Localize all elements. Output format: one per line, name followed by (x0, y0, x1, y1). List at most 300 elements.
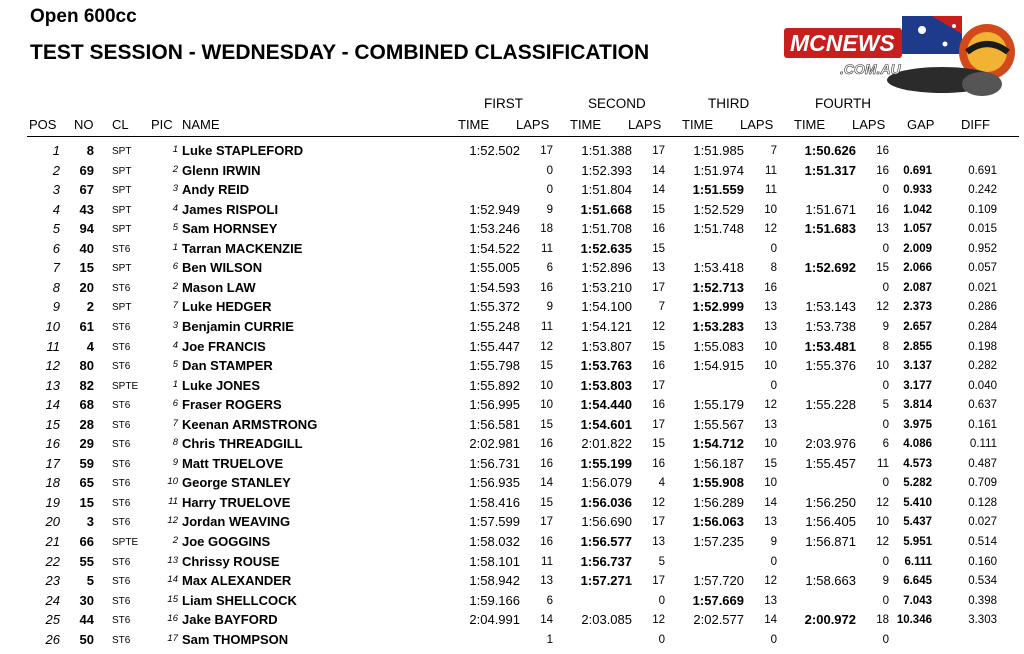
cell-t4: 1:55.228 (805, 397, 856, 413)
cell-no: 65 (79, 475, 94, 491)
cell-pos: 22 (45, 553, 60, 569)
cell-l4: 16 (876, 164, 889, 177)
cell-pic: 6 (172, 398, 178, 410)
cell-l3: 13 (764, 320, 777, 333)
cell-l1: 16 (540, 281, 553, 294)
table-row (0, 415, 1024, 435)
cell-l4: 0 (882, 184, 889, 197)
cell-pic: 4 (172, 202, 178, 214)
cell-gap: 0.933 (903, 184, 932, 197)
cell-gap: 3.177 (903, 379, 932, 392)
cell-no: 15 (79, 260, 94, 276)
cell-no: 66 (79, 534, 94, 549)
cell-t3: 1:56.289 (693, 494, 744, 510)
cell-diff: 0.198 (968, 340, 997, 353)
cell-t1: 1:52.502 (469, 143, 520, 158)
cell-l1: 14 (540, 614, 553, 627)
cell-t2: 1:53.803 (580, 377, 632, 393)
cell-t1: 1:59.166 (469, 592, 520, 608)
cell-pic: 6 (172, 261, 178, 273)
cell-l2: 17 (652, 281, 665, 294)
cell-diff: 3.303 (968, 614, 997, 627)
cell-t1: 1:56.731 (469, 455, 520, 471)
cell-l1: 18 (540, 223, 553, 236)
cell-l3: 13 (764, 418, 777, 431)
cell-name: Jake BAYFORD (182, 612, 278, 628)
col-gap: GAP (907, 117, 935, 132)
cell-cl: SPT (112, 263, 132, 275)
cell-name: Joe FRANCIS (182, 338, 266, 354)
cell-cl: ST6 (112, 497, 131, 509)
col-time-2: TIME (570, 117, 602, 132)
cell-cl: ST6 (112, 400, 131, 412)
cell-t4: 1:58.663 (805, 573, 856, 589)
cell-l3: 10 (764, 477, 777, 490)
table-row (0, 395, 1024, 415)
logo-subtext: .COM.AU (840, 61, 901, 77)
cell-pic: 14 (167, 574, 178, 586)
cell-pic: 8 (172, 437, 178, 449)
cell-pos: 16 (45, 436, 60, 452)
table-row (0, 180, 1024, 200)
cell-l4: 0 (882, 633, 889, 646)
cell-t1: 2:04.991 (469, 612, 520, 628)
cell-diff: 0.160 (968, 555, 997, 568)
cell-l1: 16 (540, 536, 553, 548)
cell-t4: 1:56.871 (805, 534, 856, 549)
cell-pic: 5 (172, 222, 178, 234)
header-divider (27, 136, 1019, 137)
cell-l1: 15 (540, 418, 553, 431)
cell-t1: 1:55.248 (469, 318, 520, 334)
cell-no: 44 (79, 612, 94, 628)
cell-l3: 13 (764, 516, 777, 529)
cell-no: 15 (79, 494, 94, 510)
cell-pos: 2 (52, 162, 60, 178)
cell-gap: 4.086 (903, 438, 932, 451)
cell-no: 30 (79, 592, 94, 608)
cell-l4: 8 (882, 340, 889, 353)
cell-t4: 1:51.317 (804, 162, 856, 178)
cell-cl: ST6 (112, 361, 131, 373)
cell-l3: 0 (770, 555, 777, 568)
cell-no: 8 (86, 143, 94, 158)
cell-l3: 12 (764, 223, 777, 236)
cell-pos: 6 (52, 240, 60, 256)
cell-pos: 8 (52, 279, 60, 295)
cell-name: Dan STAMPER (182, 358, 273, 374)
cell-cl: ST6 (112, 634, 131, 646)
cell-pic: 1 (172, 241, 178, 253)
cell-l1: 1 (546, 633, 553, 646)
cell-t2: 2:03.085 (581, 612, 632, 628)
cell-pos: 9 (52, 299, 60, 315)
cell-t2: 1:53.210 (581, 279, 632, 295)
cell-l2: 14 (652, 184, 665, 197)
cell-no: 5 (86, 573, 94, 589)
cell-pos: 10 (45, 318, 60, 334)
cell-l2: 16 (652, 399, 665, 412)
cell-l3: 13 (764, 594, 777, 607)
cell-t4: 1:53.481 (804, 338, 856, 354)
cell-l2: 16 (652, 457, 665, 470)
cell-t2: 1:51.388 (581, 143, 632, 158)
cell-l1: 0 (546, 184, 553, 197)
table-row (0, 239, 1024, 259)
cell-t1: 1:56.995 (469, 397, 520, 413)
cell-diff: 0.027 (968, 516, 997, 529)
cell-no: 68 (79, 397, 94, 413)
cell-l2: 16 (652, 360, 665, 373)
cell-l1: 0 (546, 164, 553, 177)
table-row (0, 610, 1024, 630)
cell-name: Luke HEDGER (182, 299, 272, 315)
cell-gap: 2.066 (903, 262, 932, 275)
cell-l4: 0 (882, 594, 889, 607)
table-row (0, 552, 1024, 572)
cell-l2: 15 (652, 242, 665, 255)
cell-no: 50 (79, 631, 94, 647)
cell-pic: 2 (172, 535, 178, 546)
cell-l2: 16 (652, 223, 665, 236)
cell-name: Max ALEXANDER (182, 573, 292, 589)
cell-gap: 3.137 (903, 360, 932, 373)
cell-l3: 10 (764, 203, 777, 216)
table-row (0, 434, 1024, 454)
cell-l3: 16 (764, 281, 777, 294)
cell-name: Glenn IRWIN (182, 162, 261, 178)
cell-no: 3 (86, 514, 94, 530)
cell-pic: 4 (172, 339, 178, 351)
cell-diff: 0.952 (968, 242, 997, 255)
cell-l4: 13 (876, 223, 889, 236)
cell-pic: 15 (167, 593, 178, 605)
cell-t4: 1:53.143 (805, 299, 856, 315)
cell-t3: 1:51.559 (692, 182, 744, 198)
cell-l2: 7 (658, 301, 665, 314)
cell-l2: 15 (652, 203, 665, 216)
cell-l1: 11 (541, 555, 553, 568)
cell-t2: 1:55.199 (580, 455, 632, 471)
cell-cl: SPTE (112, 537, 139, 548)
cell-cl: SPTE (112, 380, 139, 392)
cell-diff: 0.111 (969, 438, 997, 451)
cell-l1: 6 (546, 262, 553, 275)
cell-l1: 16 (540, 438, 553, 451)
cell-l2: 12 (652, 614, 665, 627)
col-name: NAME (182, 117, 220, 132)
cell-name: Harry TRUELOVE (182, 494, 291, 510)
cell-l3: 8 (770, 262, 777, 275)
cell-l3: 0 (770, 379, 777, 392)
cell-pic: 3 (172, 183, 178, 195)
cell-t2: 1:51.708 (581, 221, 632, 237)
cell-gap: 2.087 (903, 281, 932, 294)
cell-t3: 1:55.567 (693, 416, 744, 432)
cell-name: Chrissy ROUSE (182, 553, 280, 569)
cell-l3: 0 (770, 242, 777, 255)
cell-gap: 2.009 (903, 242, 932, 255)
cell-pos: 12 (45, 358, 60, 374)
cell-no: 80 (79, 358, 94, 374)
cell-t3: 2:02.577 (693, 612, 744, 628)
cell-cl: SPT (112, 146, 132, 157)
cell-pos: 13 (45, 377, 60, 393)
cell-l4: 12 (876, 536, 889, 548)
cell-l1: 10 (540, 379, 553, 392)
cell-l2: 12 (652, 496, 665, 509)
cell-l1: 9 (546, 301, 553, 314)
cell-l1: 11 (541, 320, 553, 333)
col-cl: CL (112, 117, 129, 132)
cell-t3: 1:52.529 (693, 201, 744, 217)
cell-gap: 5.282 (903, 477, 932, 490)
cell-cl: ST6 (112, 517, 131, 529)
cell-diff: 0.709 (968, 477, 997, 490)
col-time-4: TIME (794, 117, 826, 132)
cell-l3: 12 (764, 399, 777, 412)
cell-cl: ST6 (112, 243, 131, 255)
cell-l2: 15 (652, 438, 665, 451)
cell-t1: 1:57.599 (469, 514, 520, 530)
cell-l2: 0 (658, 633, 665, 646)
cell-l2: 15 (652, 340, 665, 353)
cell-gap: 3.975 (903, 418, 932, 431)
cell-l1: 10 (540, 399, 553, 412)
cell-no: 94 (79, 221, 94, 237)
col-pic: PIC (151, 117, 173, 132)
cell-t1: 1:52.949 (469, 201, 520, 217)
cell-t3: 1:54.915 (693, 358, 744, 374)
cell-l3: 0 (770, 633, 777, 646)
cell-name: James RISPOLI (182, 201, 279, 217)
cell-t4: 2:03.976 (805, 436, 856, 452)
cell-l4: 10 (876, 360, 889, 373)
col-diff: DIFF (961, 117, 990, 132)
cell-cl: ST6 (112, 321, 131, 333)
cell-pos: 19 (45, 494, 60, 510)
table-row (0, 337, 1024, 357)
cell-name: Keenan ARMSTRONG (182, 416, 318, 432)
cell-cl: ST6 (112, 595, 131, 607)
cell-pic: 1 (172, 144, 178, 155)
cell-t2: 1:56.036 (580, 494, 632, 510)
cell-pic: 11 (168, 495, 178, 507)
cell-pos: 4 (52, 201, 60, 217)
cell-t3: 1:57.235 (693, 534, 744, 549)
table-row (0, 630, 1024, 650)
cell-l1: 6 (546, 594, 553, 607)
cell-diff: 0.691 (968, 164, 997, 177)
cell-no: 2 (86, 299, 94, 315)
cell-gap: 5.951 (903, 536, 932, 548)
cell-t1: 1:58.942 (469, 573, 520, 589)
cell-name: Fraser ROGERS (182, 397, 282, 413)
cell-name: Joe GOGGINS (182, 534, 271, 549)
cell-t3: 1:55.083 (693, 338, 744, 354)
table-row (0, 317, 1024, 337)
cell-cl: ST6 (112, 615, 131, 627)
cell-no: 4 (86, 338, 94, 354)
cell-cl: ST6 (112, 576, 131, 588)
cell-t2: 1:56.690 (581, 514, 632, 530)
cell-t3: 1:52.999 (692, 299, 744, 315)
cell-t3: 1:55.908 (692, 475, 744, 491)
table-row (0, 161, 1024, 181)
cell-gap: 4.573 (903, 457, 932, 470)
cell-l4: 5 (882, 399, 889, 412)
cell-diff: 0.040 (968, 379, 997, 392)
cell-name: Jordan WEAVING (182, 514, 291, 530)
col-pos: POS (29, 117, 57, 132)
cell-diff: 0.637 (968, 399, 997, 412)
cell-t1: 1:54.593 (469, 279, 520, 295)
cell-t1: 2:02.981 (469, 436, 520, 452)
cell-l2: 17 (652, 379, 665, 392)
cell-diff: 0.398 (968, 594, 997, 607)
cell-gap: 1.042 (903, 203, 932, 216)
cell-name: Liam SHELLCOCK (182, 592, 297, 608)
cell-t3: 1:51.985 (693, 143, 744, 158)
cell-diff: 0.282 (968, 360, 997, 373)
table-row (0, 571, 1024, 591)
cell-t2: 1:56.079 (581, 475, 632, 491)
cell-t2: 1:51.668 (580, 201, 632, 217)
cell-t3: 1:51.974 (693, 162, 744, 178)
cell-pos: 20 (45, 514, 60, 530)
cell-l2: 13 (652, 262, 665, 275)
cell-pic: 10 (167, 476, 178, 488)
col-laps-1: LAPS (516, 117, 550, 132)
cell-cl: SPT (112, 224, 132, 236)
cell-no: 82 (79, 377, 94, 393)
cell-gap: 1.057 (903, 223, 932, 236)
cell-l2: 13 (652, 536, 665, 548)
cell-l1: 14 (540, 477, 553, 490)
cell-l4: 9 (882, 320, 889, 333)
cell-t1: 1:58.416 (469, 494, 520, 510)
cell-l4: 0 (882, 418, 889, 431)
cell-no: 55 (79, 553, 94, 569)
cell-gap: 2.855 (903, 340, 932, 353)
cell-pic: 2 (172, 163, 178, 175)
header-fourth: FOURTH (815, 96, 871, 111)
cell-l3: 13 (764, 301, 777, 314)
cell-t3: 1:56.063 (692, 514, 744, 530)
table-row (0, 356, 1024, 376)
cell-t4: 1:55.376 (805, 358, 856, 374)
cell-name: Luke JONES (182, 377, 261, 393)
cell-diff: 0.057 (968, 262, 997, 275)
cell-l4: 0 (882, 281, 889, 294)
cell-diff: 0.128 (968, 496, 997, 509)
cell-t2: 1:52.393 (581, 162, 632, 178)
cell-name: George STANLEY (182, 475, 291, 491)
cell-cl: ST6 (112, 282, 131, 294)
cell-l1: 17 (540, 516, 553, 529)
cell-l4: 9 (882, 575, 889, 588)
col-time-1: TIME (458, 117, 490, 132)
cell-no: 20 (79, 279, 94, 295)
cell-diff: 0.161 (968, 418, 997, 431)
cell-pos: 26 (45, 631, 60, 647)
cell-l4: 0 (882, 477, 889, 490)
cell-name: Sam HORNSEY (182, 221, 278, 237)
cell-cl: SPT (112, 302, 132, 314)
cell-t1: 1:53.246 (469, 221, 520, 237)
cell-t1: 1:56.935 (469, 475, 520, 491)
table-row (0, 278, 1024, 298)
cell-l4: 6 (882, 438, 889, 451)
table-row (0, 454, 1024, 474)
cell-l4: 16 (876, 203, 889, 216)
cell-diff: 0.534 (968, 575, 997, 588)
cell-pic: 17 (167, 632, 178, 644)
cell-no: 59 (79, 455, 94, 471)
cell-pos: 14 (45, 397, 60, 413)
cell-l2: 0 (658, 594, 665, 607)
cell-pos: 25 (45, 612, 60, 628)
cell-l4: 15 (876, 262, 889, 275)
cell-t1: 1:55.798 (469, 358, 520, 374)
cell-l4: 12 (876, 301, 889, 314)
cell-l3: 14 (764, 614, 777, 627)
cell-t2: 1:51.804 (581, 182, 632, 198)
cell-l2: 17 (652, 145, 665, 157)
cell-l4: 18 (876, 614, 889, 627)
cell-l3: 11 (765, 164, 777, 177)
cell-gap: 3.814 (903, 399, 932, 412)
cell-l2: 17 (652, 516, 665, 529)
cell-t3: 1:55.179 (693, 397, 744, 413)
cell-l1: 15 (540, 360, 553, 373)
cell-pos: 17 (45, 455, 60, 471)
cell-t2: 1:53.763 (580, 358, 632, 374)
table-row (0, 591, 1024, 611)
col-time-3: TIME (682, 117, 714, 132)
mcnews-logo (782, 14, 1018, 100)
table-row (0, 219, 1024, 239)
cell-pic: 9 (172, 456, 178, 468)
cell-diff: 0.021 (968, 281, 997, 294)
cell-name: Sam THOMPSON (182, 631, 289, 647)
cell-l1: 13 (540, 575, 553, 588)
cell-t4: 1:56.405 (805, 514, 856, 530)
cell-no: 69 (79, 162, 94, 178)
cell-pic: 16 (167, 613, 178, 625)
cell-no: 40 (79, 240, 94, 256)
cell-t2: 1:54.440 (580, 397, 632, 413)
cell-pic: 2 (172, 280, 178, 292)
cell-l4: 10 (876, 516, 889, 529)
cell-t2: 1:53.807 (581, 338, 632, 354)
cell-l1: 12 (540, 340, 553, 353)
cell-l1: 9 (546, 203, 553, 216)
cell-gap: 2.657 (903, 320, 932, 333)
cell-diff: 0.242 (968, 184, 997, 197)
cell-pos: 7 (52, 260, 60, 276)
cell-t1: 1:55.892 (469, 377, 520, 393)
cell-t4: 1:56.250 (805, 494, 856, 510)
cell-t4: 2:00.972 (804, 612, 856, 628)
cell-gap: 10.346 (896, 614, 932, 627)
cell-gap: 2.373 (903, 301, 932, 314)
cell-l3: 14 (764, 496, 777, 509)
cell-gap: 6.645 (903, 575, 932, 588)
cell-t2: 1:52.896 (581, 260, 632, 276)
page-title: Open 600cc (30, 6, 137, 27)
cell-pos: 11 (46, 338, 60, 354)
